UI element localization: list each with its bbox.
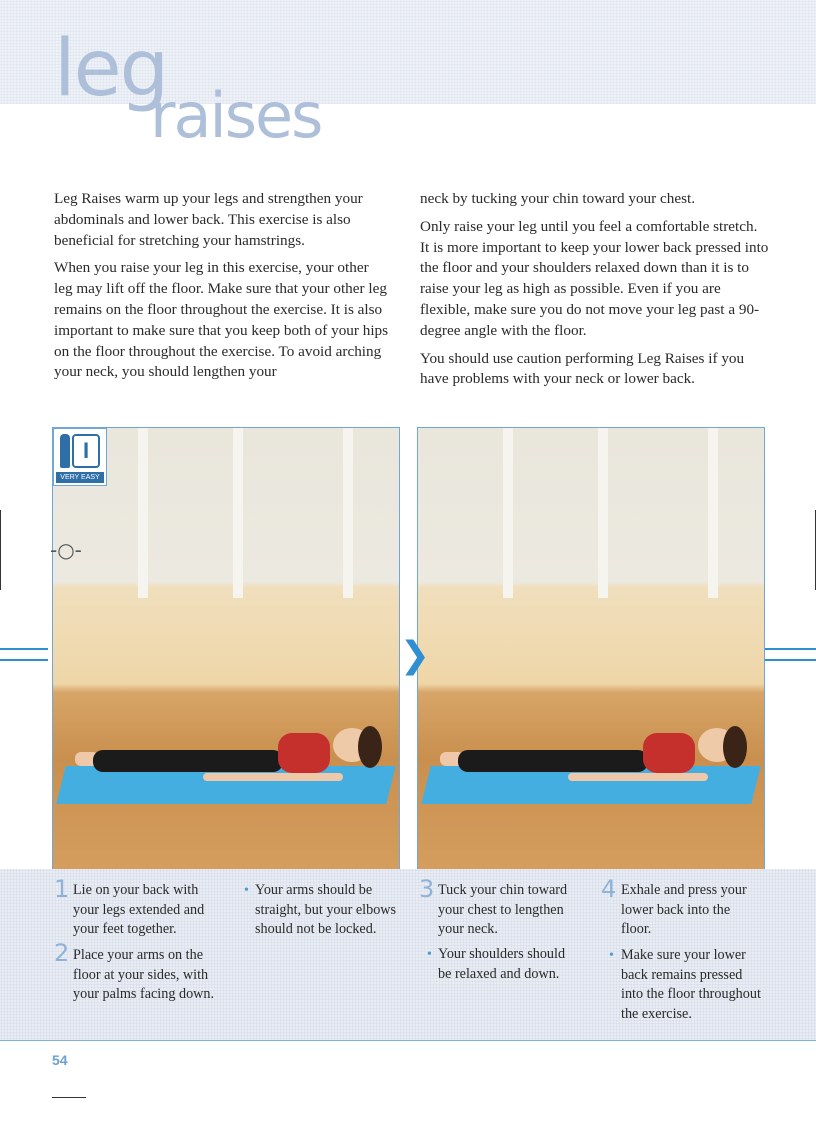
intro-paragraph: Leg Raises warm up your legs and strengthen your abdominals and lower back. This exercise is also beneficial for stretching your hamstrings. — [54, 190, 363, 249]
intro-paragraph: You should use caution performing Leg Raises if you have problems with your neck or lower back. — [420, 349, 745, 388]
intro-column-left — [54, 189, 389, 390]
page-title-line2: raises — [150, 79, 322, 152]
step-text: Tuck your chin toward your chest to lengthen your neck. — [438, 882, 568, 937]
right-accent-line — [765, 659, 816, 661]
step-number: 2 — [54, 939, 70, 967]
left-accent-line — [0, 648, 48, 650]
bullet-icon: • — [609, 948, 614, 963]
bullet-icon: • — [244, 883, 249, 898]
right-accent-line — [765, 648, 816, 650]
difficulty-label: VERY EASY — [56, 472, 104, 483]
intro-column-right — [420, 189, 770, 397]
crop-mark-bottom — [52, 1097, 86, 1098]
step-number: 1 — [54, 875, 70, 903]
bullet-icon: • — [427, 947, 432, 962]
page-title-line1: leg — [54, 24, 168, 114]
bullet-text: Make sure your lower back remains pressed into the floor throughout the exercise. — [621, 947, 761, 1022]
step-text: Place your arms on the floor at your sides, with your palms facing down. — [73, 947, 215, 1002]
next-step-arrow-icon: ❯ — [399, 635, 431, 676]
crop-mark-left — [0, 510, 1, 590]
intro-paragraph: When you raise your leg in this exercise, your other leg may lift off the floor. Make sure that your other leg remains on the floor throughout the exercise. It is also important to make sure that you keep both of your hips on the floor throughout the exercise. To avoid arching your neck, you should lengthen your — [54, 259, 389, 381]
bullet-text: Your arms should be straight, but your elbows should not be locked. — [255, 882, 397, 937]
bullet-text: Your shoulders should be relaxed and down. — [438, 946, 566, 982]
intro-paragraph: neck by tucking your chin toward your chest. — [420, 190, 695, 207]
steps-panel — [0, 869, 816, 1041]
difficulty-level: I — [72, 434, 100, 468]
exercise-photo-end — [417, 427, 765, 870]
step-number: 4 — [601, 875, 617, 903]
step-number: 3 — [419, 875, 435, 903]
left-accent-line — [0, 659, 48, 661]
registration-mark-icon: -○- — [50, 538, 82, 562]
exercise-photo-start — [52, 427, 400, 870]
difficulty-badge — [53, 428, 107, 486]
step-text: Lie on your back with your legs extended and your feet together. — [73, 882, 205, 937]
person-icon — [60, 434, 70, 468]
step-text: Exhale and press your lower back into the floor. — [621, 882, 747, 937]
page-number: 54 — [52, 1052, 68, 1068]
intro-paragraph: Only raise your leg until you feel a comfortable stretch. It is more important to keep your lower back pressed into the floor and your shoulders relaxed down than it is to raise your leg as high as possible. Even if you are flexible, make sure you do not move your leg past a 90-degree angle with the floor. — [420, 217, 769, 339]
